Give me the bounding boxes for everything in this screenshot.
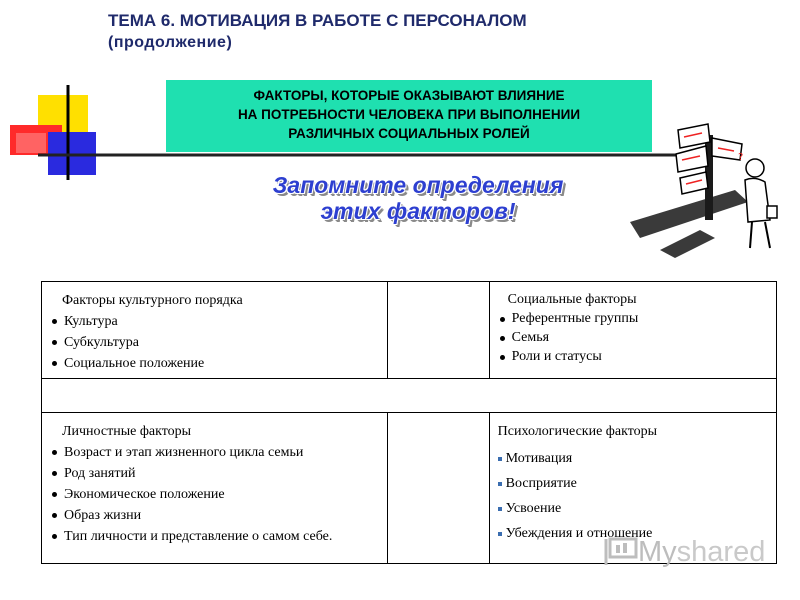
empty-cell bbox=[388, 282, 490, 379]
list-item: Культура bbox=[50, 311, 381, 332]
slide-title-sub: (продолжение) bbox=[108, 34, 233, 51]
list-item: Референтные группы bbox=[498, 309, 770, 328]
banner-line-1: ФАКТОРЫ, КОТОРЫЕ ОКАЗЫВАЮТ ВЛИЯНИЕ bbox=[253, 88, 565, 103]
callout-line-2: этих факторов! bbox=[320, 198, 516, 224]
list-item: Восприятие bbox=[498, 471, 770, 496]
empty-cell bbox=[388, 413, 490, 564]
list-item: Тип личности и представление о самом себе. bbox=[50, 526, 381, 547]
man-leg-left bbox=[750, 222, 752, 248]
question-mark-icon: ? bbox=[738, 152, 744, 163]
man-briefcase bbox=[767, 206, 777, 218]
remember-callout bbox=[268, 172, 568, 224]
social-factors-list bbox=[498, 309, 770, 366]
personal-factors-heading: Личностные факторы bbox=[62, 424, 192, 439]
list-item: Семья bbox=[498, 328, 770, 347]
road-shadow bbox=[630, 190, 748, 238]
cultural-factors-list bbox=[50, 311, 381, 374]
road-shadow-2 bbox=[660, 230, 715, 258]
watermark-prefix: My bbox=[638, 535, 677, 568]
list-item: Образ жизни bbox=[50, 505, 381, 526]
personal-factors-cell bbox=[42, 413, 388, 564]
list-item: Убеждения и отношение bbox=[498, 521, 770, 546]
social-factors-heading: Социальные факторы bbox=[507, 292, 637, 307]
list-item: Род занятий bbox=[50, 463, 381, 484]
projector-screen-icon bbox=[604, 537, 638, 567]
table-row bbox=[42, 379, 777, 413]
list-item: Субкультура bbox=[50, 332, 381, 353]
sign-2 bbox=[676, 146, 708, 172]
callout-line-1: Запомните определения bbox=[272, 172, 564, 198]
personal-factors-list bbox=[50, 442, 381, 547]
man-leg-right bbox=[765, 222, 770, 248]
watermark-suffix: shared bbox=[676, 535, 766, 568]
list-item: Роли и статусы bbox=[498, 347, 770, 366]
list-item: Возраст и этап жизненного цикла семьи bbox=[50, 442, 381, 463]
cultural-factors-cell bbox=[42, 282, 388, 379]
list-item: Социальное положение bbox=[50, 353, 381, 374]
cultural-factors-heading: Факторы культурного порядка bbox=[62, 293, 243, 308]
red-glow bbox=[16, 133, 46, 153]
spacer-cell bbox=[42, 379, 777, 413]
factors-table bbox=[41, 281, 777, 564]
banner-line-2: НА ПОТРЕБНОСТИ ЧЕЛОВЕКА ПРИ ВЫПОЛНЕНИИ bbox=[237, 107, 581, 122]
factors-banner bbox=[166, 80, 652, 152]
list-item: Мотивация bbox=[498, 446, 770, 471]
slide-title bbox=[108, 10, 628, 54]
myshared-watermark bbox=[604, 534, 765, 570]
table-row bbox=[42, 282, 777, 379]
psychological-factors-list bbox=[498, 446, 770, 546]
slide-title-main: ТЕМА 6. МОТИВАЦИЯ В РАБОТЕ С ПЕРСОНАЛОМ bbox=[108, 11, 527, 30]
sign-4 bbox=[680, 172, 708, 194]
social-factors-cell bbox=[489, 282, 776, 379]
banner-line-3: РАЗЛИЧНЫХ СОЦИАЛЬНЫХ РОЛЕЙ bbox=[288, 126, 530, 141]
signpost-man-illustration bbox=[620, 110, 790, 260]
list-item: Усвоение bbox=[498, 496, 770, 521]
man-head bbox=[746, 159, 764, 177]
psychological-factors-heading: Психологические факторы bbox=[497, 424, 658, 439]
list-item: Экономическое положение bbox=[50, 484, 381, 505]
